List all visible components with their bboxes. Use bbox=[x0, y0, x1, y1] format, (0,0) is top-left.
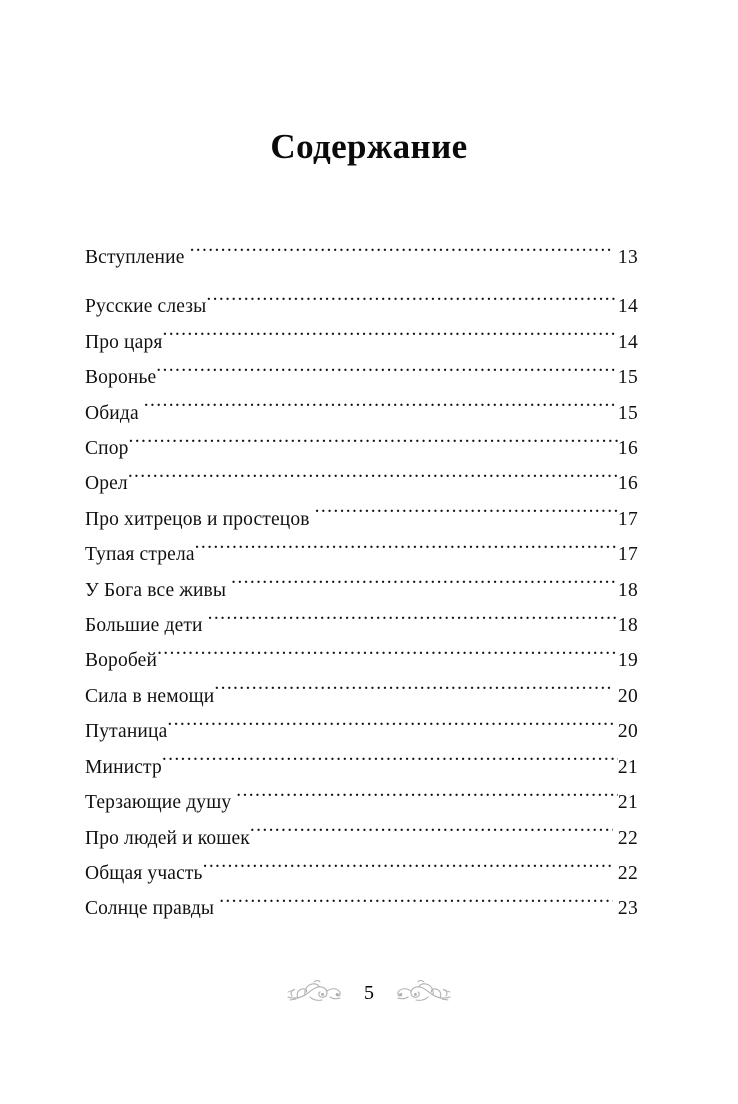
toc-entry[interactable] bbox=[85, 466, 638, 501]
toc-entry-page-number: 14 bbox=[617, 296, 638, 318]
toc-entry[interactable] bbox=[85, 785, 638, 820]
toc-entry-page-number: 23 bbox=[617, 898, 638, 920]
toc-entry[interactable] bbox=[85, 240, 638, 275]
toc-entry-title: Русские слезы bbox=[85, 296, 207, 318]
toc-entry-page-number: 18 bbox=[617, 579, 638, 601]
toc-entry-title: Орел bbox=[85, 473, 128, 495]
toc-entry-page-number: 21 bbox=[617, 756, 638, 778]
toc-entry-page-number: 13 bbox=[617, 247, 638, 268]
toc-entry[interactable] bbox=[85, 608, 638, 643]
toc-entry-title: Солнце правды bbox=[85, 898, 215, 920]
toc-entry[interactable] bbox=[85, 679, 638, 714]
flourish-ornament-left-icon bbox=[284, 978, 346, 1008]
toc-entry-page-number: 19 bbox=[617, 650, 638, 672]
toc-entry[interactable] bbox=[85, 714, 638, 749]
toc-entry[interactable] bbox=[85, 325, 638, 360]
toc-entry[interactable] bbox=[85, 573, 638, 608]
toc-entry[interactable] bbox=[85, 289, 638, 324]
toc-entry[interactable] bbox=[85, 537, 638, 572]
table-of-contents bbox=[85, 240, 638, 927]
toc-entry[interactable] bbox=[85, 643, 638, 678]
toc-entry-title: Сила в немощи bbox=[85, 685, 215, 707]
toc-dot-leader bbox=[236, 789, 618, 809]
toc-entry-page-number: 16 bbox=[617, 438, 638, 460]
toc-entry-title: Про людей и кошек bbox=[85, 827, 250, 849]
toc-dot-leader bbox=[157, 647, 618, 667]
toc-entry-page-number: 17 bbox=[617, 508, 638, 530]
toc-dot-leader bbox=[214, 682, 612, 702]
toc-dot-leader bbox=[231, 576, 618, 596]
toc-dot-leader bbox=[208, 612, 618, 632]
toc-entry-page-number: 22 bbox=[617, 862, 638, 884]
toc-entry[interactable] bbox=[85, 431, 638, 466]
toc-entry-page-number: 15 bbox=[617, 367, 638, 389]
toc-entry[interactable] bbox=[85, 396, 638, 431]
toc-dot-leader bbox=[162, 328, 617, 348]
toc-entry[interactable] bbox=[85, 821, 638, 856]
toc-entry-page-number: 18 bbox=[617, 615, 638, 637]
toc-entry-title: У Бога все живы bbox=[85, 579, 227, 601]
toc-entry-title: Воробей bbox=[85, 650, 158, 672]
toc-entry[interactable] bbox=[85, 360, 638, 395]
toc-entry-title: Путаница bbox=[85, 721, 168, 743]
toc-dot-leader bbox=[206, 293, 618, 313]
toc-dot-leader bbox=[219, 895, 613, 915]
toc-entry-title: Спор bbox=[85, 438, 129, 460]
toc-dot-leader bbox=[315, 505, 618, 525]
toc-entry-title: Воронье bbox=[85, 367, 157, 389]
toc-entry-title: Тупая стрела bbox=[85, 544, 195, 566]
toc-dot-leader bbox=[203, 859, 613, 879]
toc-entry-title: Про царя bbox=[85, 331, 163, 353]
toc-dot-leader bbox=[144, 399, 618, 419]
toc-entry-title: Про хитрецов и простецов bbox=[85, 508, 310, 530]
toc-dot-leader bbox=[156, 364, 618, 384]
page-footer bbox=[0, 978, 738, 1008]
toc-entry-title: Министр bbox=[85, 756, 162, 778]
page-title: Содержание bbox=[270, 127, 468, 167]
toc-entry-title: Вступление bbox=[85, 247, 185, 268]
toc-entry-page-number: 14 bbox=[617, 331, 638, 353]
toc-entry-page-number: 21 bbox=[617, 792, 638, 814]
toc-dot-leader bbox=[195, 541, 618, 561]
toc-entry[interactable] bbox=[85, 750, 638, 785]
toc-entry-page-number: 20 bbox=[617, 685, 638, 707]
toc-dot-leader bbox=[190, 244, 613, 264]
page-number: 5 bbox=[364, 982, 374, 1004]
toc-entry-title: Общая участь bbox=[85, 862, 203, 884]
toc-entry-title: Обида bbox=[85, 402, 139, 424]
toc-entry-title: Большие дети bbox=[85, 615, 203, 637]
toc-entry-page-number: 20 bbox=[617, 721, 638, 743]
toc-entry-page-number: 17 bbox=[617, 544, 638, 566]
flourish-ornament-right-icon bbox=[392, 978, 454, 1008]
toc-entry[interactable] bbox=[85, 502, 638, 537]
toc-entry[interactable] bbox=[85, 856, 638, 891]
toc-dot-leader bbox=[129, 435, 618, 455]
toc-entry-page-number: 22 bbox=[617, 827, 638, 849]
toc-dot-leader bbox=[162, 753, 618, 773]
toc-entry[interactable] bbox=[85, 891, 638, 926]
toc-dot-leader bbox=[128, 470, 618, 490]
toc-entry-page-number: 16 bbox=[617, 473, 638, 495]
toc-dot-leader bbox=[250, 824, 613, 844]
toc-entry-title: Терзающие душу bbox=[85, 792, 232, 814]
toc-dot-leader bbox=[167, 718, 612, 738]
toc-entry-page-number: 15 bbox=[617, 402, 638, 424]
